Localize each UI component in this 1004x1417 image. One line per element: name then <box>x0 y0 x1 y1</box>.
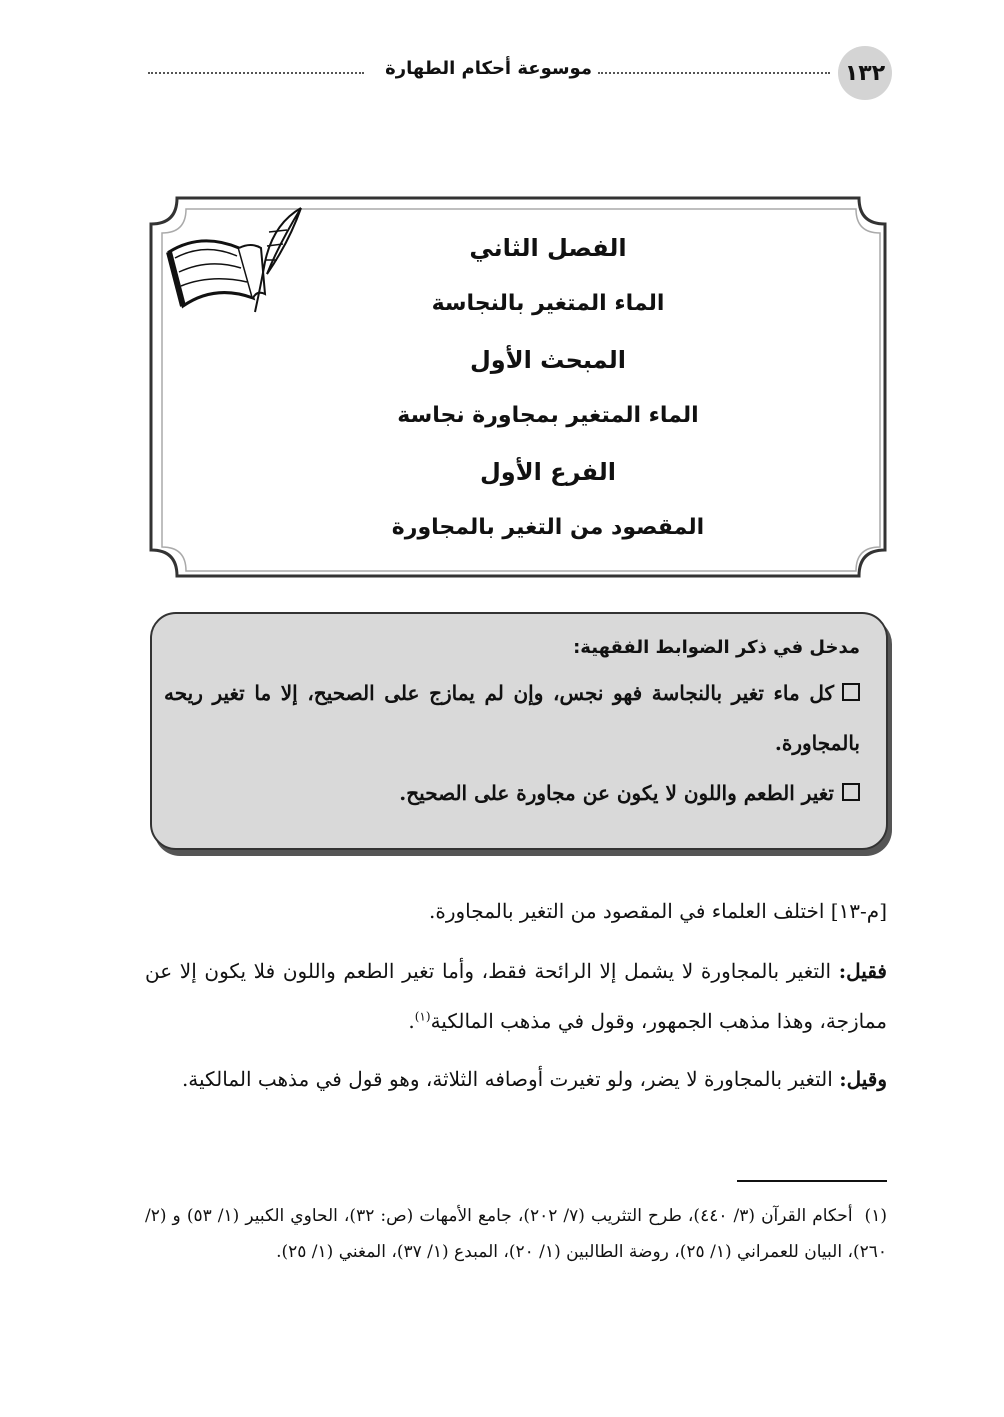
opinion-text: التغير بالمجاورة لا يضر، ولو تغيرت أوصافه الثلاثة، وهو قول في مذهب المالكية. <box>181 1067 840 1091</box>
footnote-separator <box>737 1180 887 1182</box>
page-header <box>140 46 892 102</box>
paragraph-intro: [م-١٣] اختلف العلماء في المقصود من التغير بالمجاورة. <box>429 899 887 923</box>
rules-box-title: مدخل في ذكر الضوابط الفقهية: <box>573 637 860 658</box>
opinion-keyword: وقيل: <box>839 1067 887 1091</box>
checkbox-bullet-icon <box>842 683 860 701</box>
rule-item <box>164 668 860 768</box>
checkbox-bullet-icon <box>842 783 860 801</box>
sentence-end: . <box>408 1009 415 1033</box>
section-subtitle: الماء المتغير بمجاورة نجاسة <box>397 403 699 428</box>
page-number: ١٣٢ <box>838 46 892 100</box>
rule-text: تغير الطعم واللون لا يكون عن مجاورة على الصحيح. <box>399 781 834 805</box>
paragraph-second-opinion <box>145 1054 887 1104</box>
footnote-reference[interactable]: (١) <box>414 1009 431 1024</box>
section-heading: المبحث الأول <box>469 346 627 374</box>
opinion-keyword: فقيل: <box>838 959 887 983</box>
chapter-subtitle: الماء المتغير بالنجاسة <box>431 291 665 316</box>
header-dotted-rule-right <box>598 72 830 74</box>
jurisprudential-rules-box <box>150 612 888 850</box>
running-title: موسوعة أحكام الطهارة <box>385 58 592 79</box>
rule-item <box>164 768 860 818</box>
title-lines <box>267 220 829 556</box>
chapter-heading: الفصل الثاني <box>469 234 627 262</box>
paragraph-first-opinion <box>145 946 887 1046</box>
footnote-number: (١) <box>864 1206 887 1226</box>
opinion-text: التغير بالمجاورة لا يشمل إلا الرائحة فقط، وأما تغير الطعم واللون فلا يكون إلا عن ممازجة، وهذا مذهب الجمهور، وقول في مذهب المالكية <box>145 959 887 1033</box>
branch-heading: الفرع الأول <box>479 458 617 486</box>
rule-text: كل ماء تغير بالنجاسة فهو نجس، وإن لم يمازج على الصحيح، إلا ما تغير ريحه بالمجاورة. <box>164 681 860 755</box>
footnote <box>145 1198 887 1270</box>
chapter-title-frame <box>147 194 889 580</box>
header-dotted-rule-left <box>148 72 364 74</box>
footnote-text: أحكام القرآن (٣/ ٤٤٠)، طرح التثريب (٧/ ٢٠٢)، جامع الأمهات (ص: ٣٢)، الحاوي الكبير (١/ ٥٣) و (٢/ ٢٦٠)، البيان للعمراني (١/ ٢٥)، روضة الطالبين (١/ ٢٠)، المبدع (١/ ٣٧)، المغني (١/ ٢٥). <box>145 1206 887 1262</box>
branch-subtitle: المقصود من التغير بالمجاورة <box>391 515 705 540</box>
